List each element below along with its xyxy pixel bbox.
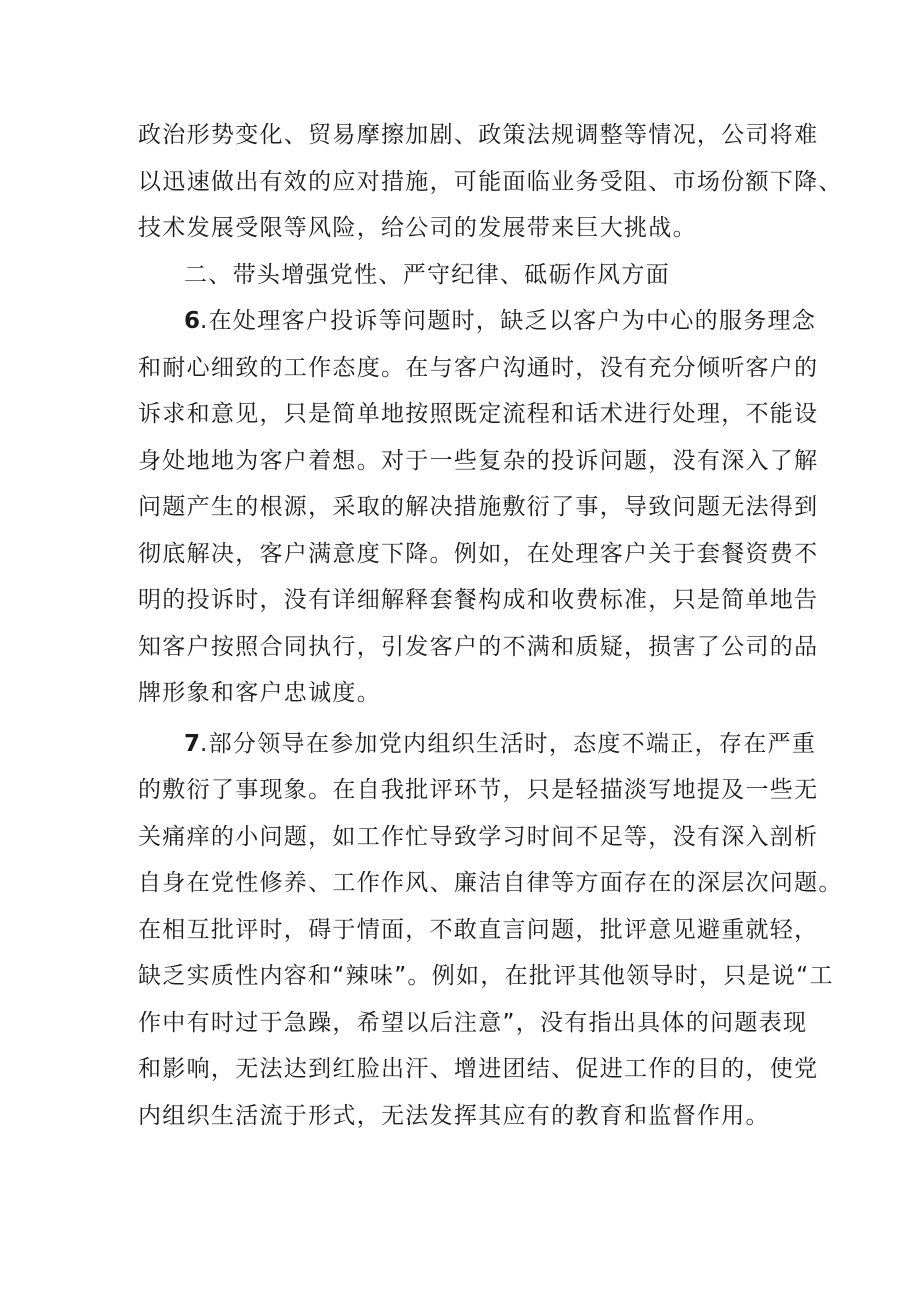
text-line: 内组织生活流于形式，无法发挥其应有的教育和监督作用。	[138, 1102, 770, 1129]
item-number: 7	[184, 730, 201, 757]
text-line: 问题产生的根源，采取的解决措施敷衍了事，导致问题无法得到	[138, 494, 819, 520]
text-line: 知客户按照合同执行，引发客户的不满和质疑，损害了公司的品	[138, 633, 819, 660]
text-line: 在相互批评时，碍于情面，不敢直言问题，批评意见避重就轻，	[138, 916, 819, 943]
text-line: 的敷衍了事现象。在自我批评环节，只是轻描淡写地提及一些无	[138, 777, 819, 803]
section-heading	[138, 252, 798, 299]
text-line: 牌形象和客户忠诚度。	[138, 680, 381, 706]
text-line: 彻底解决，客户满意度下降。例如，在处理客户关于套餐资费不	[138, 540, 819, 567]
text-line	[138, 298, 817, 345]
item-number: 6	[184, 308, 201, 334]
text-line-content: .部分领导在参加党内组织生活时，态度不端正，存在严重	[200, 730, 817, 757]
paragraph-continuation	[138, 112, 843, 252]
text-line: 诉求和意见，只是简单地按照既定流程和话术进行处理，不能设	[138, 401, 819, 427]
text-line: 和影响，无法达到红脸出汗、增进团结、促进工作的目的，使党	[138, 1056, 819, 1082]
text-line	[138, 721, 817, 768]
paragraph-item-7	[138, 721, 843, 1140]
paragraph-item-6	[138, 298, 819, 717]
text-line: 以迅速做出有效的应对措施，可能面临业务受阻、市场份额下降、	[138, 168, 843, 195]
text-line: 和耐心细致的工作态度。在与客户沟通时，没有充分倾听客户的	[138, 354, 819, 381]
text-line: 关痛痒的小问题，如工作忙导致学习时间不足等，没有深入剖析	[138, 823, 819, 850]
text-line: 政治形势变化、贸易摩擦加剧、政策法规调整等情况，公司将难	[138, 122, 819, 148]
text-line: 缺乏实质性内容和“辣味”。例如，在批评其他领导时，只是说“工	[138, 963, 834, 989]
text-line: 作中有时过于急躁，希望以后注意”，没有指出具体的问题表现	[138, 1009, 808, 1036]
text-line: 技术发展受限等风险，给公司的发展带来巨大挑战。	[138, 215, 697, 241]
document-body	[138, 112, 843, 1139]
heading-text: 二、带头增强党性、严守纪律、砥砺作风方面	[184, 261, 670, 288]
text-line-content: .在处理客户投诉等问题时，缺乏以客户为中心的服务理念	[200, 308, 817, 334]
text-line: 身处地地为客户着想。对于一些复杂的投诉问题，没有深入了解	[138, 447, 819, 474]
text-line: 明的投诉时，没有详细解释套餐构成和收费标准，只是简单地告	[138, 587, 819, 613]
text-line: 自身在党性修养、工作作风、廉洁自律等方面存在的深层次问题。	[138, 870, 843, 896]
